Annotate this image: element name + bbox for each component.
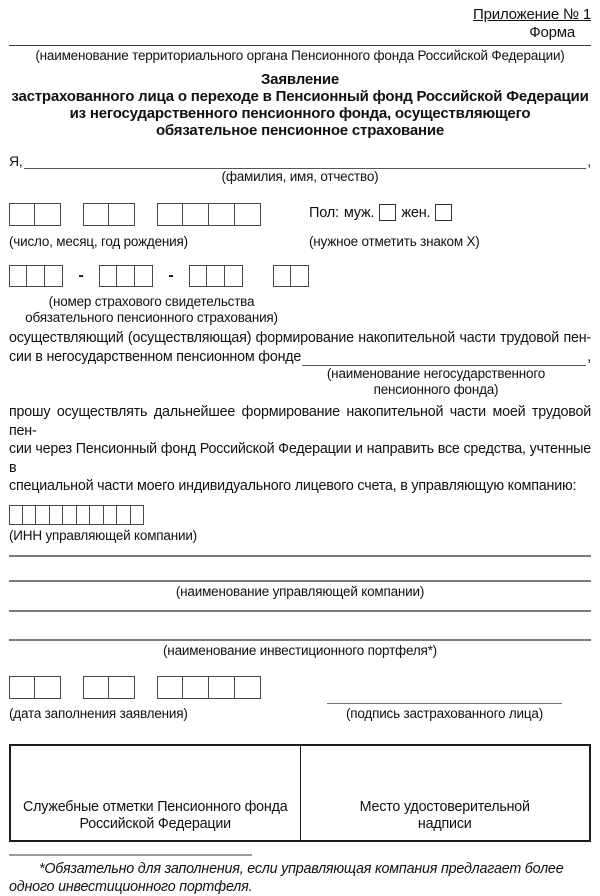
certification-label — [360, 799, 530, 833]
npf-suffix: , — [587, 348, 591, 365]
input-cell[interactable] — [104, 505, 118, 525]
territorial-org-caption: (наименование территориального органа Пенсионного фонда Российской Федерации) — [35, 48, 565, 63]
male-checkbox[interactable] — [379, 204, 396, 221]
territorial-org-line[interactable] — [9, 45, 591, 46]
input-cell[interactable] — [9, 265, 27, 287]
input-cell[interactable] — [207, 265, 225, 287]
input-cell[interactable] — [117, 505, 131, 525]
input-cell[interactable] — [83, 676, 109, 699]
inn-input[interactable] — [9, 505, 591, 525]
filing-row — [9, 676, 591, 722]
input-cell[interactable] — [109, 203, 135, 226]
female-label: жен. — [401, 204, 431, 221]
input-cell[interactable] — [63, 505, 77, 525]
pfr-marks-line-1: Служебные отметки Пенсионного фонда — [22, 798, 288, 815]
annex-block — [9, 6, 591, 42]
input-cell[interactable] — [291, 265, 309, 287]
gender-label: Пол: — [309, 204, 339, 221]
input-cell[interactable] — [189, 265, 207, 287]
input-cell[interactable] — [225, 265, 243, 287]
gender-field — [309, 204, 452, 221]
signature-caption: (подпись застрахованного лица) — [345, 705, 544, 721]
birth-date-input[interactable] — [9, 203, 591, 226]
npf-paragraph — [9, 329, 591, 366]
cell-group — [99, 265, 153, 287]
input-cell[interactable] — [183, 676, 209, 699]
footnote-text: *Обязательно для заполнения, если управляющая компания предлагает более одного инвестиционного портфеля. — [9, 860, 564, 895]
male-label: муж. — [343, 204, 375, 221]
npf-name-input[interactable] — [302, 349, 586, 366]
birth-date-caption: (число, месяц, год рождения) — [9, 234, 188, 249]
birth-captions-row — [9, 234, 591, 250]
cell-group-dash: - — [78, 267, 84, 284]
input-cell[interactable] — [117, 265, 135, 287]
cell-group — [157, 203, 261, 226]
input-cell[interactable] — [157, 203, 183, 226]
input-cell[interactable] — [9, 676, 35, 699]
npf-caption — [281, 366, 591, 398]
input-cell[interactable] — [45, 265, 63, 287]
input-cell[interactable] — [27, 265, 45, 287]
cell-group-dash: - — [168, 267, 174, 284]
insurance-number-caption — [9, 294, 294, 326]
npf-text: сии в негосударственном пенсионном фонде — [9, 348, 302, 365]
certification-line-1: Место удостоверительной — [359, 798, 530, 815]
input-cell[interactable] — [131, 505, 145, 525]
filing-date-field — [9, 676, 309, 722]
input-cell[interactable] — [36, 505, 50, 525]
portfolio-caption: (наименование инвестиционного портфеля*) — [163, 642, 437, 658]
signature-line[interactable] — [327, 703, 562, 704]
portfolio-line-2[interactable] — [9, 639, 591, 641]
input-cell[interactable] — [209, 203, 235, 226]
signature-field — [327, 676, 562, 722]
applicant-suffix: , — [587, 153, 591, 169]
female-checkbox[interactable] — [435, 204, 452, 221]
company-name-line-2[interactable] — [9, 580, 591, 582]
input-cell[interactable] — [235, 203, 261, 226]
title-line-3: из негосударственного пенсионного фонда, осуществляющего — [69, 105, 531, 122]
insurance-caption-line-2: обязательного пенсионного страхования) — [25, 310, 278, 325]
input-cell[interactable] — [109, 676, 135, 699]
cell-group — [9, 676, 61, 699]
npf-caption-line-1: (наименование негосударственного — [326, 366, 546, 381]
input-cell[interactable] — [183, 203, 209, 226]
title-line-4: обязательное пенсионное страхование — [155, 122, 445, 139]
input-cell[interactable] — [35, 676, 61, 699]
cell-group — [273, 265, 309, 287]
request-line-3: специальной части моего индивидуального лицевого счета, в управляющую компанию: — [9, 478, 577, 494]
npf-caption-line-2: пенсионного фонда) — [373, 382, 499, 397]
npf-text-line-1: осуществляющий (осуществляющая) формирование накопительной части трудовой пен- — [9, 330, 591, 346]
npf-text-line-2 — [9, 348, 591, 367]
footnote-divider — [9, 854, 252, 856]
input-cell[interactable] — [273, 265, 291, 287]
request-line-1: прошу осуществлять дальнейшее формирование накопительной части моей трудовой пен- — [9, 404, 591, 439]
input-cell[interactable] — [83, 203, 109, 226]
input-cell[interactable] — [157, 676, 183, 699]
applicant-name-row — [9, 149, 591, 169]
name-caption: (фамилия, имя, отчество) — [221, 169, 379, 184]
birth-gender-row — [9, 203, 591, 227]
pfr-marks-label — [23, 799, 288, 833]
request-line-2: сии через Пенсионный фонд Российской Федерации и направить все средства, учтенные в — [9, 441, 591, 476]
cell-group — [9, 203, 61, 226]
filing-date-caption: (дата заполнения заявления) — [9, 705, 188, 721]
annex-label: Приложение № 1 — [473, 6, 591, 23]
insurance-number-input[interactable] — [9, 265, 591, 287]
input-cell[interactable] — [23, 505, 37, 525]
input-cell[interactable] — [209, 676, 235, 699]
portfolio-line-1[interactable] — [9, 610, 591, 612]
filing-date-input[interactable] — [9, 676, 309, 699]
cell-group — [157, 676, 261, 699]
input-cell[interactable] — [99, 265, 117, 287]
company-name-line-1[interactable] — [9, 555, 591, 557]
input-cell[interactable] — [50, 505, 64, 525]
input-cell[interactable] — [77, 505, 91, 525]
input-cell[interactable] — [90, 505, 104, 525]
input-cell[interactable] — [35, 203, 61, 226]
service-box — [9, 744, 591, 842]
input-cell[interactable] — [135, 265, 153, 287]
cell-group — [9, 505, 144, 525]
company-name-caption: (наименование управляющей компании) — [175, 583, 425, 599]
inn-caption: (ИНН управляющей компании) — [9, 527, 197, 543]
insurance-caption-line-1: (номер страхового свидетельства — [48, 294, 255, 309]
title-line-2: застрахованного лица о переходе в Пенсионный фонд Российской Федерации — [11, 88, 589, 105]
full-name-input[interactable] — [24, 152, 587, 169]
title-line-1: Заявление — [260, 71, 339, 88]
certification-line-2: надписи — [417, 815, 472, 832]
cell-group — [189, 265, 243, 287]
cell-group — [83, 203, 135, 226]
gender-caption: (нужное отметить знаком X) — [309, 234, 480, 249]
request-paragraph — [9, 403, 591, 496]
cell-group — [9, 265, 63, 287]
pfr-marks-line-2: Российской Федерации — [79, 815, 231, 832]
pfr-marks-area[interactable] — [11, 746, 301, 840]
input-cell[interactable] — [235, 676, 261, 699]
cell-group — [83, 676, 135, 699]
form-title — [9, 71, 591, 139]
input-cell[interactable] — [9, 203, 35, 226]
input-cell[interactable] — [9, 505, 23, 525]
form-label: Форма — [529, 24, 575, 41]
applicant-prefix: Я, — [9, 153, 23, 169]
certification-area[interactable] — [301, 746, 590, 840]
